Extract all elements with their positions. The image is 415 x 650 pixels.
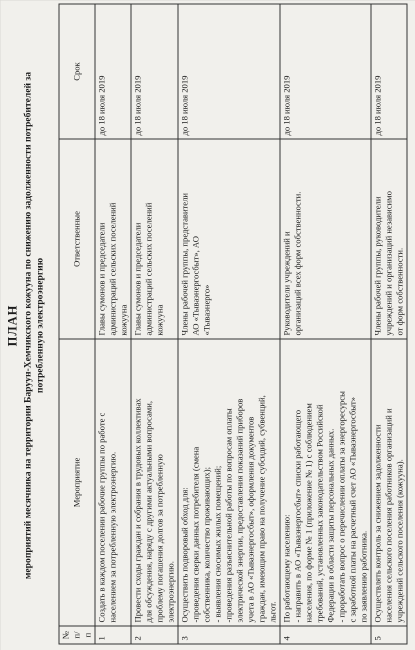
activity-cell-line: Осуществлять контроль за снижением задолженности — [372, 424, 382, 622]
activity-cell-line: для обсуждения, наряду с другими актуальными вопросами, — [143, 400, 153, 622]
responsible-cell — [371, 139, 407, 339]
row-number: 4 — [280, 626, 371, 644]
deadline-cell: до 18 июля 2019 — [131, 4, 178, 139]
responsible-cell — [178, 139, 280, 339]
deadline-cell: до 18 июля 2019 — [178, 4, 280, 139]
responsible-cell-line: администраций сельских поселений — [107, 202, 117, 335]
activity-cell-line: льгот. — [267, 601, 277, 622]
header-num-label: п/п — [71, 631, 92, 638]
activity-cell-line: по заявлению работника. — [358, 530, 368, 622]
table-header-row — [59, 4, 95, 644]
activity-cell-line: учета в АО «Тываэнергосбыт», оформления документов — [245, 416, 255, 622]
activity-cell-line: собственника, количество проживающих); — [201, 466, 211, 622]
activity-cell-line: -проведения сверки данных потребителя (смена — [190, 446, 200, 622]
responsible-cell-line: Главы сумонов и председатели — [96, 222, 106, 335]
table-body — [95, 4, 407, 644]
activity-cell — [131, 339, 178, 626]
table-row — [95, 4, 131, 644]
responsible-cell-line: Главы сумонов и председатели — [132, 222, 142, 335]
responsible-cell-line: Члены рабочей группы, руководители — [372, 196, 382, 335]
activity-cell-line: - выявления сносимых жилых помещений; — [212, 465, 222, 622]
table-row — [280, 4, 371, 644]
table-row — [371, 4, 407, 644]
activity-cell-line: проблему погашения долгов за потребленную — [154, 453, 164, 622]
responsible-cell-line: от форм собственности. — [394, 247, 404, 335]
header-num-sign: № — [60, 630, 70, 639]
row-number: 2 — [131, 626, 178, 644]
deadline-cell: до 18 июля 2019 — [371, 4, 407, 139]
responsible-cell — [131, 139, 178, 339]
activity-cell-line: Федерации в области защиты персональных данных. — [325, 428, 335, 622]
row-number: 1 — [95, 626, 131, 644]
responsible-cell — [95, 139, 131, 339]
activity-cell-line: - направить в АО «Тываэнергосбыт» списки работающего — [292, 409, 302, 622]
activity-cell — [371, 339, 407, 626]
responsible-cell-line: учреждений и организаций независимо — [383, 190, 393, 335]
activity-cell-line: электрической энергии, предоставления показаний приборов — [234, 398, 244, 622]
activity-cell-line: населением за потребленную электроэнергию. — [107, 451, 117, 622]
responsible-cell-line: Члены рабочей группы, представители — [179, 192, 189, 335]
activity-cell-line: Осуществить подворовый обход для: — [179, 486, 189, 622]
responsible-cell-line: «Тываэнерго» — [201, 284, 211, 335]
activity-cell-line: учреждений сельского поселения (кожууна). — [394, 458, 404, 622]
header-responsible: Ответственные — [59, 139, 95, 339]
activity-cell-line: -проведения разъяснительной работы по вопросам оплаты — [223, 407, 233, 622]
activity-cell-line: населения, по форме № 1 (приложение № 1) с соблюдением — [303, 402, 313, 622]
responsible-cell-line: кожууна — [154, 304, 164, 335]
plan-table — [58, 3, 407, 644]
responsible-cell-line: организаций всех форм собственности. — [292, 191, 302, 335]
responsible-cell-line: администраций сельских поселений — [143, 202, 153, 335]
row-number: 5 — [371, 626, 407, 644]
header-num — [59, 626, 95, 644]
activity-cell-line: населения сельского поселения работников организаций и — [383, 407, 393, 622]
activity-cell — [280, 339, 371, 626]
responsible-cell-line: кожууна — [118, 304, 128, 335]
activity-cell — [178, 339, 280, 626]
deadline-cell: до 18 июля 2019 — [95, 4, 131, 139]
header-activity: Мероприятие — [59, 339, 95, 626]
plan-subtitle — [22, 0, 46, 650]
activity-cell-line: Создать в каждом поселении рабочие группы по работе с — [96, 412, 106, 622]
subtitle-line: мероприятий месячника на территории Баруун-Хемчикского кожууна по снижению задолженности потребителей за — [22, 71, 33, 579]
table-row — [178, 4, 280, 644]
activity-cell-line: По работающему населению: — [281, 514, 291, 622]
activity-cell-line: с заработной платы на расчетный счет АО «Тываэнергосбыт» — [347, 396, 357, 622]
activity-cell-line: Провести сходы граждан и собрания в трудовых коллективах — [132, 397, 142, 622]
title-block — [0, 0, 58, 650]
responsible-cell-line: Руководители учреждений и — [281, 230, 291, 335]
table-row — [131, 4, 178, 644]
header-deadline: Срок — [59, 4, 95, 139]
plan-title: ПЛАН — [5, 304, 19, 346]
responsible-cell-line: АО «Тываэнергосбыт», АО — [190, 235, 200, 335]
activity-cell-line: - проработать вопрос о перечислении оплаты за энергоресурсы — [336, 390, 346, 622]
deadline-cell: до 18 июля 2019 — [280, 4, 371, 139]
activity-cell-line: требований, установленных законодательством Российской — [314, 404, 324, 622]
row-number: 3 — [178, 626, 280, 644]
responsible-cell — [280, 139, 371, 339]
activity-cell — [95, 339, 131, 626]
activity-cell-line: граждан, имеющим право на получение субсидий, субвенций, — [256, 394, 266, 622]
activity-cell-line: электроэнергию. — [165, 560, 175, 622]
subtitle-line: потребленную электроэнергию — [34, 257, 45, 393]
